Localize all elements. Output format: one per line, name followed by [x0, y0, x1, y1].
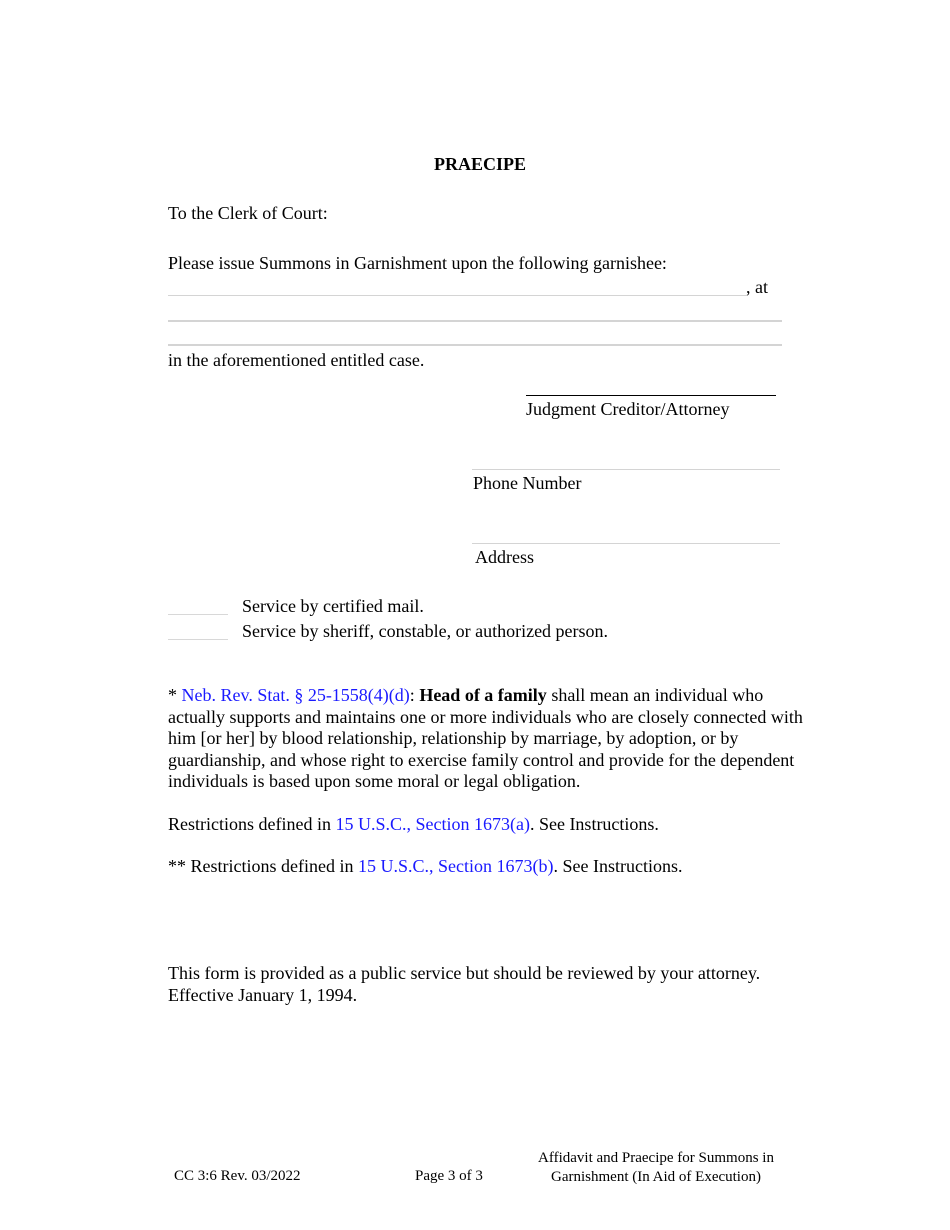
phone-label: Phone Number	[473, 473, 582, 493]
footer-form-code: CC 3:6 Rev. 03/2022	[174, 1168, 301, 1184]
footer-page-number: Page 3 of 3	[415, 1168, 483, 1184]
restrictions-b-prefix: ** Restrictions defined in	[168, 856, 358, 876]
signature-line[interactable]	[526, 395, 776, 396]
signature-label: Judgment Creditor/Attorney	[526, 399, 730, 419]
restrictions-a-prefix: Restrictions defined in	[168, 814, 336, 834]
footnote-marker: *	[168, 685, 182, 705]
document-title: PRAECIPE	[433, 154, 526, 174]
salutation: To the Clerk of Court:	[168, 203, 328, 223]
address-label: Address	[475, 547, 534, 567]
garnishee-address-field-1[interactable]	[168, 320, 782, 322]
service-option-sheriff: Service by sheriff, constable, or authorized person.	[242, 621, 609, 641]
address-field[interactable]	[472, 543, 780, 544]
footnote-colon: :	[409, 685, 420, 705]
footer-form-title	[530, 1149, 782, 1187]
service-option-certified-mail: Service by certified mail.	[242, 596, 424, 616]
disclaimer-line-1: This form is provided as a public service but should be reviewed by your attorney.	[168, 963, 761, 983]
phone-number-field[interactable]	[472, 469, 780, 470]
restrictions-a-suffix: . See Instructions.	[529, 814, 659, 834]
garnishee-name-field[interactable]	[168, 295, 746, 296]
garnishee-address-field-2[interactable]	[168, 344, 782, 346]
usc-1673a-link[interactable]: 15 U.S.C., Section 1673(a)	[335, 814, 530, 834]
restrictions-b-footnote	[168, 856, 808, 878]
head-of-family-definition: shall mean an individual who actually supports and maintains one or more individuals who are closely connected with him [or her] by blood relationship, relationship by marriage, by adoption, or by guardianship, and whose right to exercise family control and provide for the dependent individuals is based upon some moral or legal obligation.	[168, 685, 803, 791]
restrictions-a-footnote	[168, 814, 808, 836]
sheriff-service-checkbox[interactable]	[168, 639, 228, 640]
head-of-family-footnote	[168, 685, 808, 793]
head-of-family-term: Head of a family	[419, 685, 547, 705]
footer-form-title-line-1: Affidavit and Praecipe for Summons in	[538, 1150, 774, 1166]
usc-1673b-link[interactable]: 15 U.S.C., Section 1673(b)	[357, 856, 554, 876]
disclaimer-line-2: Effective January 1, 1994.	[168, 985, 358, 1005]
at-suffix: , at	[746, 277, 768, 297]
request-text: Please issue Summons in Garnishment upon the following garnishee:	[168, 253, 667, 273]
case-text: in the aforementioned entitled case.	[168, 350, 425, 370]
certified-mail-checkbox[interactable]	[168, 614, 228, 615]
footer-form-title-line-2: Garnishment (In Aid of Execution)	[551, 1169, 761, 1185]
restrictions-b-suffix: . See Instructions.	[553, 856, 683, 876]
neb-rev-stat-link[interactable]: Neb. Rev. Stat. § 25-1558(4)(d)	[181, 685, 410, 705]
